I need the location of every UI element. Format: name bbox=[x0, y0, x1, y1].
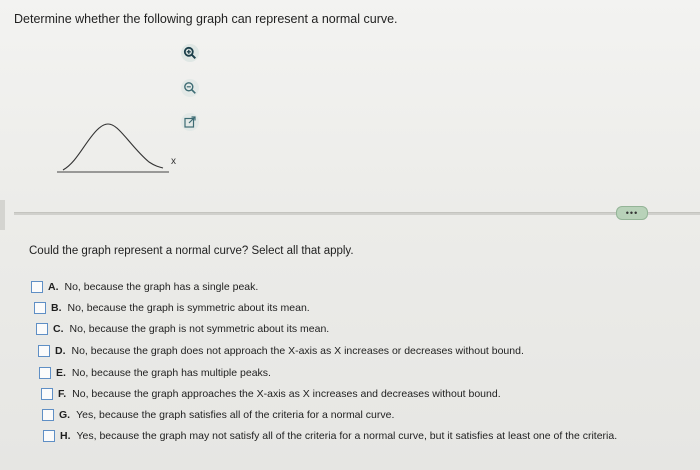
option-text: No, because the graph has multiple peaks. bbox=[71, 367, 271, 379]
bell-curve-graph bbox=[55, 112, 175, 179]
option-text: No, because the graph approaches the X-axis as X increases and decreases without bound. bbox=[72, 388, 501, 400]
prompt-text: Could the graph represent a normal curve? Select all that apply. bbox=[29, 245, 354, 257]
checkbox[interactable] bbox=[41, 388, 53, 400]
option-a[interactable] bbox=[31, 281, 258, 293]
question-text: Determine whether the following graph can represent a normal curve. bbox=[14, 12, 398, 26]
option-letter: D. bbox=[55, 345, 66, 357]
option-letter: G. bbox=[59, 409, 71, 421]
zoom-in-icon[interactable] bbox=[181, 44, 199, 62]
option-h[interactable] bbox=[43, 430, 617, 442]
checkbox[interactable] bbox=[34, 302, 46, 314]
option-e[interactable] bbox=[39, 367, 271, 379]
option-text: Yes, because the graph satisfies all of the criteria for a normal curve. bbox=[76, 409, 395, 421]
option-letter: A. bbox=[48, 281, 59, 293]
checkbox[interactable] bbox=[36, 323, 48, 335]
checkbox[interactable] bbox=[42, 409, 54, 421]
option-letter: E. bbox=[56, 367, 66, 379]
option-text: No, because the graph has a single peak. bbox=[64, 281, 259, 293]
option-g[interactable] bbox=[42, 409, 394, 421]
option-d[interactable] bbox=[38, 345, 524, 357]
checkbox[interactable] bbox=[43, 430, 55, 442]
option-letter: B. bbox=[51, 302, 62, 314]
curve-path bbox=[63, 124, 163, 170]
external-link-icon[interactable] bbox=[181, 113, 199, 131]
option-text: No, because the graph is symmetric about its mean. bbox=[67, 302, 310, 314]
option-letter: H. bbox=[60, 430, 71, 442]
option-text: No, because the graph is not symmetric about its mean. bbox=[69, 323, 330, 335]
option-f[interactable] bbox=[41, 388, 501, 400]
option-letter: C. bbox=[53, 323, 64, 335]
option-text: No, because the graph does not approach the X-axis as X increases or decreases without bound. bbox=[71, 345, 524, 357]
section-divider bbox=[14, 212, 700, 215]
option-c[interactable] bbox=[36, 323, 329, 335]
side-tab bbox=[0, 200, 5, 230]
checkbox[interactable] bbox=[39, 367, 51, 379]
zoom-out-icon[interactable] bbox=[181, 79, 199, 97]
more-button[interactable]: ••• bbox=[616, 206, 648, 220]
option-letter: F. bbox=[58, 388, 67, 400]
option-text: Yes, because the graph may not satisfy all of the criteria for a normal curve, but it satisfies at least one of the criteria. bbox=[76, 430, 618, 442]
checkbox[interactable] bbox=[31, 281, 43, 293]
option-b[interactable] bbox=[34, 302, 310, 314]
x-axis-label: x bbox=[171, 156, 176, 167]
checkbox[interactable] bbox=[38, 345, 50, 357]
